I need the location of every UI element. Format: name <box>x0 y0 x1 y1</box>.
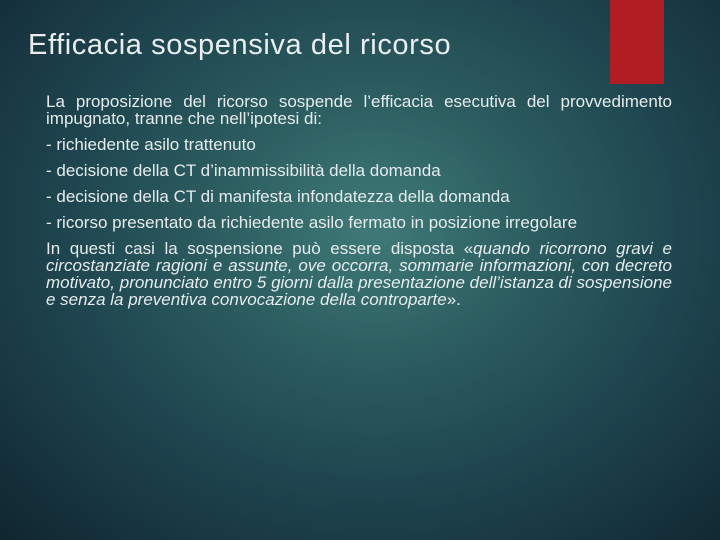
list-item: - decisione della CT d’inammissibilità della domanda <box>46 161 441 180</box>
list-item: - decisione della CT di manifesta infondatezza della domanda <box>46 187 510 206</box>
slide-title: Efficacia sospensiva del ricorso <box>28 29 452 61</box>
closing-quote: quando ricorrono gravi e circostanziate ragioni e assunte, ove occorra, sommarie informazioni, con decreto motivato, pronunciato entro 5 giorni dalla presentazione dell’istanza di sospensione e senza la preventiva convocazione della controparte <box>46 239 672 309</box>
accent-bar <box>610 0 664 84</box>
closing-lead: In questi casi la sospensione può essere disposta « <box>46 239 474 258</box>
list-item: - ricorso presentato da richiedente asilo fermato in posizione irregolare <box>46 213 578 232</box>
list-item: - richiedente asilo trattenuto <box>46 135 256 154</box>
closing-paragraph <box>46 240 672 308</box>
slide-body <box>46 93 672 317</box>
closing-tail: ». <box>446 290 461 309</box>
intro-paragraph: La proposizione del ricorso sospende l’efficacia esecutiva del provvedimento impugnato, tranne che nell’ipotesi di: <box>46 92 672 128</box>
